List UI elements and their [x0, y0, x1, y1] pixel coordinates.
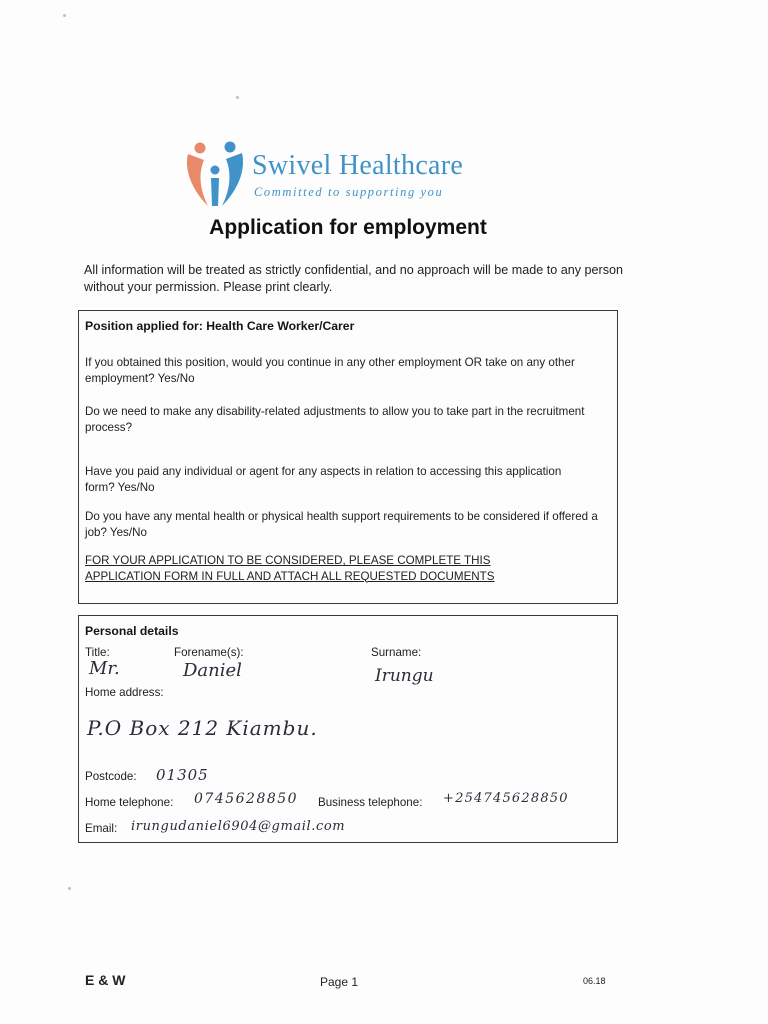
intro-text: All information will be treated as strictly confidential, and no approach will be made to any person without your permission. Please print clearly. [84, 263, 624, 294]
title-value: Mr. [89, 658, 120, 679]
email-label: Email: [85, 822, 118, 835]
home-address-label: Home address: [85, 686, 164, 699]
scan-speck [63, 14, 66, 17]
logo-name: Swivel Healthcare [252, 150, 464, 181]
business-telephone-label: Business telephone: [318, 796, 423, 809]
question-other-employment: If you obtained this position, would you continue in any other employment OR take on any other employment? Yes/No [85, 356, 575, 385]
forename-value: Daniel [183, 660, 242, 681]
question-disability-adjustments: Do we need to make any disability-related adjustments to allow you to take part in the recruitment process? [85, 405, 585, 434]
postcode-value: 01305 [156, 766, 209, 784]
email-value: irungudaniel6904@gmail.com [131, 819, 346, 834]
question-health-support: Do you have any mental health or physical health support requirements to be considered if offered a job? Yes/No [85, 510, 598, 539]
home-address-value: P.O Box 212 Kiambu. [87, 716, 318, 740]
surname-label: Surname: [371, 646, 422, 659]
surname-value: Irungu [375, 666, 434, 686]
footer-left: E & W [85, 972, 126, 988]
page-number: Page 1 [320, 975, 359, 989]
completion-notice: FOR YOUR APPLICATION TO BE CONSIDERED, PLEASE COMPLETE THIS APPLICATION FORM IN FULL AND ATTACH ALL REQUESTED DOCUMENTS [85, 554, 495, 583]
home-telephone-label: Home telephone: [85, 796, 174, 809]
footer-version: 06.18 [583, 976, 606, 986]
personal-details-heading: Personal details [85, 624, 179, 638]
position-heading: Position applied for: Health Care Worker/Carer [85, 319, 355, 333]
personal-details-section [78, 615, 618, 843]
postcode-label: Postcode: [85, 770, 137, 783]
scan-speck [68, 887, 71, 890]
title-label: Title: [85, 646, 110, 659]
company-logo [182, 140, 512, 212]
business-telephone-value: +254745628850 [443, 791, 569, 806]
home-telephone-value: 0745628850 [194, 791, 299, 807]
position-section [78, 310, 618, 604]
question-paid-agent: Have you paid any individual or agent for any aspects in relation to accessing this application form? Yes/No [85, 465, 562, 494]
logo-tagline: Committed to supporting you [254, 185, 444, 199]
scan-speck [236, 96, 239, 99]
page-title: Application for employment [209, 216, 487, 239]
people-logo-icon [182, 140, 248, 212]
forename-label: Forename(s): [174, 646, 244, 659]
